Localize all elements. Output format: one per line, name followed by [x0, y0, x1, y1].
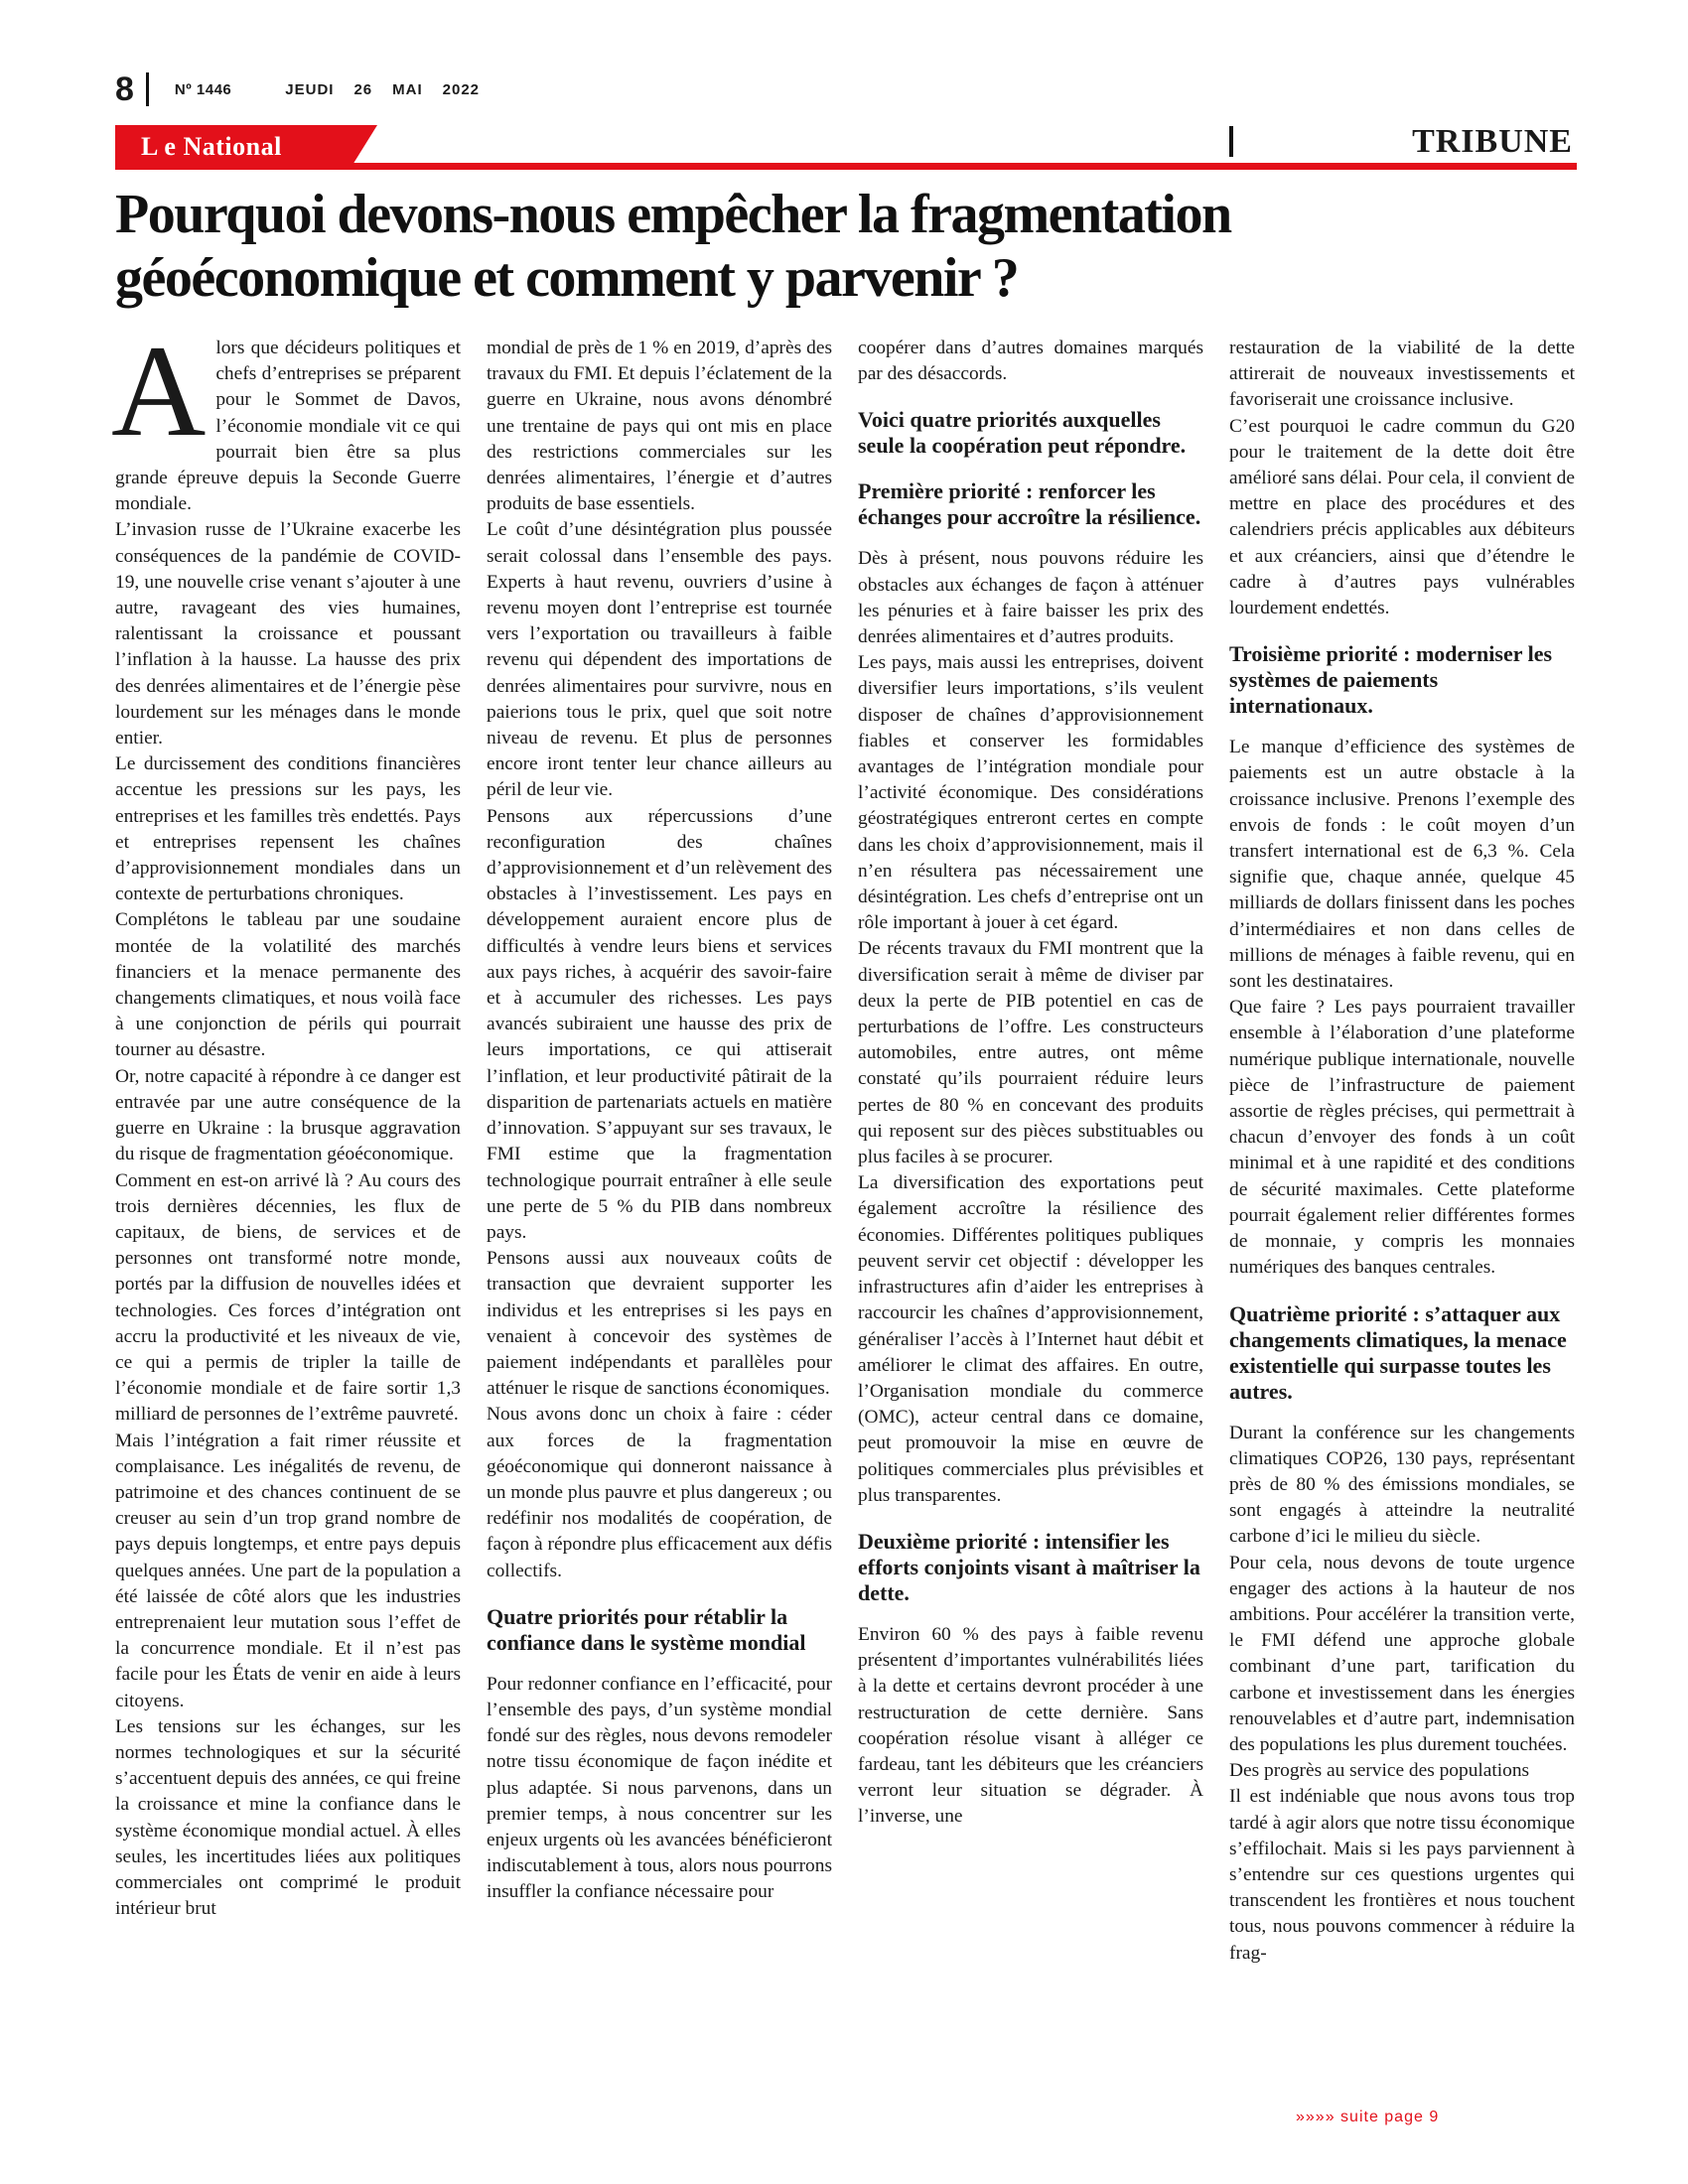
paragraph: restauration de la viabilité de la dette attirerait de nouveaux investissements et favoriserait une croissance inclusive. — [1229, 338, 1575, 411]
section-divider — [1229, 126, 1233, 157]
date-number: 26 — [353, 80, 373, 98]
paragraph: Pour redonner confiance en l’efficacité, pour l’ensemble des pays, d’un système mondial fondé sur des règles, nous devons remodeler notre tissu économique de façon inédite et plus adaptée. Si nous parvenons, dans un premier temps, à nous concentrer sur les enjeux urgents où les avancées bénéficieront indiscutablement à tous, alors nous pourrons insuffler la confiance nécessaire pour — [487, 1673, 832, 1903]
paragraph: De récents travaux du FMI montrent que la diversification serait à même de diviser par deux la perte de PIB potentiel en cas de perturbations de l’offre. Les constructeurs automobiles, entre autres, ont même constaté qu’ils pourraient réduire leurs pertes de 80 % en concevant des produits qui reposent sur des pièces substituables ou plus faciles à se procurer. — [858, 938, 1203, 1168]
issue-number: Nº 1446 — [174, 80, 232, 98]
paragraph: C’est pourquoi le cadre commun du G20 pour le traitement de la dette doit être amélioré sans délai. Pour cela, il convient de mettre en place des procédures et des calendriers précis applicables aux débiteurs et aux créanciers, ainsi que d’étendre le cadre à d’autres pays vulnérables lourdement endettés. — [1229, 415, 1575, 619]
continued-link[interactable]: »»»» suite page 9 — [1296, 2109, 1440, 2125]
paragraph: Complétons le tableau par une soudaine montée de la volatilité des marchés financiers et la menace permanente des changements climatiques, et nous voilà face à une conjonction de périls qui pourrait tourner au désastre. — [115, 909, 461, 1061]
brand-label: L e National — [115, 125, 350, 170]
section-band — [115, 125, 1577, 170]
column-1 — [111, 318, 461, 1922]
masthead-line — [115, 69, 499, 109]
column-4-text-2 — [1229, 1421, 1575, 1967]
section-label: TRIBUNE — [1412, 123, 1573, 160]
column-2 — [487, 336, 832, 1906]
date-day: JEUDI — [285, 80, 335, 98]
page-separator — [146, 72, 149, 106]
column-3 — [858, 336, 1203, 1831]
article-title: Pourquoi devons-nous empêcher la fragmentation géoéconomique et comment y parvenir ? — [115, 184, 1231, 309]
subheading-premiere-priorite: Première priorité : renforcer les échanges pour accroître la résilience. — [858, 478, 1201, 530]
column-4-intro — [1229, 336, 1575, 621]
paragraph: lors que décideurs politiques et chefs d’entreprises se préparent pour le Sommet de Davos, l’économie mondiale vit ce qui pourrait bien être sa plus grande épreuve depuis la Seconde Guerre mondiale. — [115, 338, 461, 515]
paragraph: Or, notre capacité à répondre à ce danger est entravée par une autre conséquence de la guerre en Ukraine : la brusque aggravation du risque de fragmentation géoéconomique. — [115, 1065, 461, 1165]
column-3-intro — [858, 336, 1203, 387]
column-2-text — [487, 336, 832, 1584]
column-3-text-2 — [858, 1622, 1203, 1831]
paragraph: Les tensions sur les échanges, sur les normes technologiques et sur la sécurité s’accentuent depuis des années, ce qui freine la croissance et mine la confiance dans le système économique mondial actuel. À elles seules, les incertitudes liées aux politiques commerciales ont comprimé le produit intérieur brut — [115, 1715, 461, 1920]
date-year: 2022 — [442, 80, 481, 98]
brand-label-tail — [350, 125, 377, 170]
column-1-text — [115, 336, 461, 1922]
paragraph: La diversification des exportations peut également accroître la résilience des économies. Différentes politiques publiques peuvent servir cet objectif : développer les infrastructures afin d’aider les entreprises à raccourcir les chaînes d’approvisionnement, généraliser l’accès à l’Internet haut débit et améliorer le climat des affaires. En outre, l’Organisation mondiale du commerce (OMC), acteur central dans ce domaine, peut promouvoir la mise en œuvre de politiques commerciales plus prévisibles et plus transparentes. — [858, 1172, 1203, 1506]
column-4-text-1 — [1229, 735, 1575, 1281]
paragraph: Durant la conférence sur les changements climatiques COP26, 130 pays, représentant près de 80 % des émissions mondiales, se sont engagés à atteindre la neutralité carbone d’ici le milieu du siècle. — [1229, 1422, 1575, 1548]
page-number: 8 — [115, 69, 134, 108]
paragraph: Dès à présent, nous pouvons réduire les obstacles aux échanges de façon à atténuer les pénuries et à faire baisser les prix des denrées alimentaires et d’autres produits. — [858, 548, 1203, 648]
column-3-text-1 — [858, 546, 1203, 1509]
paragraph: Le coût d’une désintégration plus poussée serait colossal dans l’ensemble des pays. Experts à haut revenu, ouvriers d’usine à revenu moyen dont l’entreprise est tournée vers l’exportation ou travailleurs à faible revenu qui dépendent des importations de denrées alimentaires pour survivre, nous en paierions tous le prix, quel que soit notre niveau de revenu. Et plus de personnes encore iront tenter leur chance ailleurs au péril de leur vie. — [487, 519, 832, 801]
paragraph: Comment en est-on arrivé là ? Au cours des trois dernières décennies, les flux de capitaux, de biens, de services et de personnes ont transformé notre monde, portés par la diffusion de nouvelles idées et technologies. Ces forces d’intégration ont accru la productivité et les niveaux de vie, ce qui a permis de tripler la taille de l’économie mondiale et de faire sortir 1,3 milliard de personnes de l’extrême pauvreté. — [115, 1169, 461, 1426]
column-4 — [1229, 336, 1575, 1967]
paragraph: Les pays, mais aussi les entreprises, doivent diversifier leurs importations, s’ils veulent disposer de chaînes d’approvisionnement fiables et conserver les formidables avantages de l’intégration mondiale pour l’activité économique. Des considérations géostratégiques entreront certes en compte dans les choix d’approvisionnement, mais il n’en résultera pas nécessairement une désintégration. Les chefs d’entreprise ont un rôle important à jouer à cet égard. — [858, 652, 1203, 934]
paragraph: Mais l’intégration a fait rimer réussite et complaisance. Les inégalités de revenu, de patrimoine et des chances continuent de se creuser au sein d’un trop grand nombre de pays depuis longtemps, et entre pays depuis quelques années. Une part de la population a été laissée de côté alors que les industries entreprenaient leur mutation sous l’effet de la concurrence mondiale. Et il n’est pas facile pour les États de venir en aide à leurs citoyens. — [115, 1430, 461, 1711]
paragraph: Des progrès au service des populations — [1229, 1760, 1530, 1782]
paragraph: Le manque d’efficience des systèmes de paiements est un autre obstacle à la croissance inclusive. Prenons l’exemple des envois de fonds : le coût moyen d’un transfert international est de 6,3 %. Cela signifie que, chaque année, quelque 45 milliards de dollars finissent dans les poches d’intermédiaires et non dans celles de millions de ménages à faible revenu, qui en sont les destinataires. — [1229, 737, 1575, 993]
paragraph: Pour cela, nous devons de toute urgence engager des actions à la hauteur de nos ambitions. Pour accélérer la transition verte, le FMI défend une approche globale combinant d’une part, tarification du carbone et investissement dans les énergies renouvelables et d’autre part, indemnisation des populations les plus durement touchées. — [1229, 1552, 1575, 1755]
subheading-quatre-priorites: Quatre priorités pour rétablir la confiance dans le système mondial — [487, 1603, 806, 1655]
paragraph: Environ 60 % des pays à faible revenu présentent d’importantes vulnérabilités liées à la dette et certains devront procéder à une restructuration de cette dernière. Sans coopération résolue visant à alléger ce fardeau, tant les débiteurs que les créanciers verront leur situation se dégrader. À l’inverse, une — [858, 1623, 1203, 1828]
paragraph: Nous avons donc un choix à faire : céder aux forces de la fragmentation géoéconomique qui donneront naissance à un monde plus pauvre et plus dangereux ; ou redéfinir nos modalités de coopération, de façon à répondre plus efficacement aux défis collectifs. — [487, 1404, 832, 1581]
paragraph: coopérer dans d’autres domaines marqués par des désaccords. — [858, 338, 1203, 385]
subheading-voici-quatre-priorites: Voici quatre priorités auxquelles seule la coopération peut répondre. — [858, 407, 1187, 459]
paragraph: L’invasion russe de l’Ukraine exacerbe les conséquences de la pandémie de COVID-19, une nouvelle crise venant s’ajouter à une autre, ravageant des vies humaines, ralentissant la croissance et poussant l’inflation à la hausse. La hausse des prix des denrées alimentaires et de l’énergie pèse lourdement sur les ménages dans le monde entier. — [115, 519, 461, 750]
paragraph: Pensons aux répercussions d’une reconfiguration des chaînes d’approvisionnement et d’un relèvement des obstacles à l’investissement. Les pays en développement auraient encore plus de difficultés à vendre leurs biens et services aux pays riches, à acquérir des savoir-faire et à accumuler des richesses. Les pays avancés subiraient une hausse des prix de leurs importations, ce qui attiserait l’inflation, et leur productivité pâtirait de la disparition de partenariats actuels en matière d’innovation. S’appuyant sur ses travaux, le FMI estime que la fragmentation technologique pourrait entraîner à elle seule une perte de 5 % du PIB dans nombreux pays. — [487, 805, 832, 1243]
article-body — [111, 318, 1577, 2182]
subheading-quatrieme-priorite: Quatrième priorité : s’attaquer aux changements climatiques, la menace existentielle qui surpasse toutes les autres. — [1229, 1300, 1567, 1404]
subheading-troisieme-priorite: Troisième priorité : moderniser les systèmes de paiements internationaux. — [1229, 641, 1553, 719]
date-month: MAI — [392, 80, 423, 98]
subheading-deuxieme-priorite: Deuxième priorité : intensifier les efforts conjoints visant à maîtriser la dette. — [858, 1528, 1200, 1605]
paragraph: Pensons aussi aux nouveaux coûts de transaction que devraient supporter les individus et les entreprises si les pays en venaient à concevoir des systèmes de paiement indépendants et parallèles pour atténuer le risque de sanctions économiques. — [487, 1248, 832, 1400]
paragraph: Il est indéniable que nous avons tous trop tardé à agir alors que notre tissu économique s’effilochait. Mais si les pays parviennent à s’entendre sur ces questions urgentes qui transcendent les frontières et nous touchent tous, nous pouvons commencer à réduire la frag- — [1229, 1786, 1575, 1964]
column-2-text-after — [487, 1672, 832, 1906]
paragraph: Le durcissement des conditions financières accentue les pressions sur les pays, les entreprises et les familles très endettés. Pays et entreprises repensent les chaînes d’approvisionnement mondiales dans un contexte de perturbations chroniques. — [115, 753, 461, 905]
paragraph: Que faire ? Les pays pourraient travailler ensemble à l’élaboration d’une plateforme numérique publique internationale, nouvelle pièce de l’infrastructure de paiement assortie de règles précises, qui permettrait à chacun d’envoyer des fonds à un coût minimal et à une rapidité et des conditions de sécurité maximales. Cette plateforme pourrait également relier différentes formes de monnaie, y compris les monnaies numériques des banques centrales. — [1229, 997, 1575, 1279]
drop-cap: A — [111, 318, 207, 464]
paragraph: mondial de près de 1 % en 2019, d’après des travaux du FMI. Et depuis l’éclatement de la guerre en Ukraine, nous avons dénombré une trentaine de pays qui ont mis en place des restrictions commerciales sur les denrées alimentaires, l’énergie et d’autres produits de base essentiels. — [487, 338, 832, 515]
